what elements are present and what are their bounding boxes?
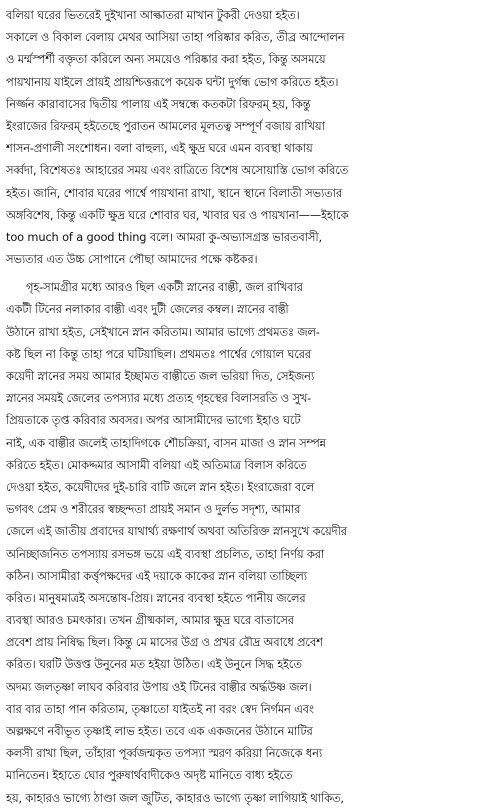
text-line: একটী টিনের নলাকার বাল্তী এবং দুটী জেলের কম্বল। স্নানের বাল্তী xyxy=(6,302,289,317)
text-line: নির্জ্জন কারাবাসের দ্বিতীয় পালায় এই সম্বন্ধে কতকটা রিফরম্ হয়, কিন্তু xyxy=(6,96,311,111)
text-line: দেওয়া হইত, কয়েদীদের দুই-চারি বাটি জলে স্নান হইত। ইংরাজেরা বলে xyxy=(6,479,315,494)
text-line: স্নানের সময়ই জেলের তপস্যার মধ্যে প্রত্যহ গৃহস্থের বিলাসরতি ও সুখ- xyxy=(6,391,312,406)
text-line: শাসন-প্রণালী সংশোধন। বলা বাহুল্য, এই ক্ষুদ্র ঘরে এমন ব্যবস্থা থাকায় xyxy=(6,141,313,156)
text-line: প্রবেশ প্রায় নিষিদ্ধ ছিল। কিন্তু মে মাসের উগ্র ও প্রখর রৌদ্র অবাধে প্রবেশ xyxy=(6,635,323,650)
text-line: বার বার তাহা পান করিতাম, তৃষ্ণাতো যাইতই না বরং স্বেদ নির্গমন এবং xyxy=(6,701,314,716)
text-line: করিতে হইত। মোকদ্দমার আসামী বলিয়া এই অতিমাত্র বিলাস করিতে xyxy=(6,457,307,472)
text-line: সকালে ও বিকাল বেলায় মেথর আসিয়া তাহা পরিষ্কার করিত, তীব্র আন্দোলন xyxy=(6,30,345,45)
text-line: হয়, কাহারও ভাগ্যে ঠাণ্ডা জল জুটিত, কাহারও ভাগ্যে তৃষ্ণা লাগিয়াই থাকিত, xyxy=(6,790,344,805)
text-line: অনিচ্ছাজনিত তপস্যায় রসভঙ্গ ভয়ে এই ব্যবস্থা প্রচলিত, তাহা নির্ণয় করা xyxy=(6,546,325,561)
paragraph-2 xyxy=(6,276,472,809)
text-line: অঙ্গবিশেষ, কিন্তু একটি ক্ষুদ্র ঘরে শোবার ঘর, খাবার ঘর ও পায়খানা——ইহাকে xyxy=(6,207,349,222)
text-line: ও মর্ম্মস্পর্শী বক্তৃতা করিলে অন্য সময়েও পরিষ্কার করা হইত, কিন্তু অসময়ে xyxy=(6,52,326,67)
text-line: গৃহ-সামগ্রীর মধ্যে আরও ছিল একটী স্নানের বাল্তী, জল রাখিবার xyxy=(26,280,303,295)
text-line: কলসী রাখা ছিল, তাঁহারা পূর্ব্বজন্মকৃত তপস্যা স্মরণ করিয়া নিজেকে ধন্য xyxy=(6,746,323,761)
text-line: মানিতেন। ইহাতে ঘোর পুরুষার্থবাদীকেও অদৃষ্ট মানিতে বাধ্য হইতে xyxy=(6,768,293,783)
text-line: সর্ব্বদা, বিশেষতঃ আহারের সময় এবং রাত্রিতে বিশেষ অসোয়াস্তি ভোগ করিতে xyxy=(6,163,349,178)
text-line: প্রিয়তাকে তৃপ্ত করিবার অবসর। অপর আসামীদের ভাগ্যে ইহাও ঘটে xyxy=(6,413,301,428)
text-line: অদম্য জলতৃষ্ণা লাঘব করিবার উপায় ওই টিনের বাল্তীর অর্দ্ধউষ্ণ জল। xyxy=(6,679,312,694)
text-line: সভ্যতার এত উচ্চ সোপানে পৌছা আমাদের পক্ষে কষ্টকর। xyxy=(6,252,258,267)
text-line: ব্যবস্থা আরও চমৎকার। তখন গ্রীষ্মকাল, আমার ক্ষুদ্র ঘরে বাতাসের xyxy=(6,613,294,628)
text-line: বলিয়া ঘরের ভিতরেই দুইখানা আল্কাতরা মাখান টুকরী দেওয়া হইত। xyxy=(6,8,300,22)
text-line: ইংরাজের রিফরম্ হইতেছে পুরাতন আমলের মূলতত্ব সম্পূর্ণ বজায় রাখিয়া xyxy=(6,118,325,133)
text-line: কষ্ট ছিল না কিন্তু তাহা পরে ঘটিয়াছিল। প্রথমতঃ পার্শ্বের গোয়াল ঘরের xyxy=(6,346,312,361)
text-line: too much of a good thing বলে। আমরা কু-অভ্যাসগ্রস্ত ভারতবাসী, xyxy=(6,229,322,244)
text-line: হইত। জানি, শোবার ঘরের পার্শ্বে পায়খানা রাখা, স্থানে স্থানে বিলাতী সভ্যতার xyxy=(6,185,342,200)
text-line: অল্পক্ষণে নবীভূত তৃষ্ণাই লাভ হইত। তবে এক একজনের উঠানে মাটির xyxy=(6,724,313,738)
text-line: জেলে এই জাতীয় প্রবাদের যাথার্থ্য রক্ষণার্থ অথবা অতিরিক্ত স্নানসুখে কয়েদীর xyxy=(6,524,347,539)
paragraph-1 xyxy=(6,4,472,270)
text-line: পায়খানায় যাইলে প্রায়ই প্রায়শ্চিত্তরূপে কয়েক ঘন্টা দুর্গন্ধ ভোগ করিতে হইত। xyxy=(6,74,339,89)
text-line: কঠিন। আসামীরা কর্ত্তৃপক্ষদের এই দয়াকে কাকের স্নান বলিয়া তাচ্ছিল্য xyxy=(6,568,307,583)
text-line: ভগবৎ প্রেম ও শরীরের স্বচ্ছন্দতা প্রায়ই সমান ও দুর্লভ সদৃশ্য, আমার xyxy=(6,502,301,517)
text-line: উঠানে রাখা হইত, সেইখানে স্নান করিতাম। আমার ভাগ্যে প্রথমতঃ জল- xyxy=(6,324,320,339)
text-line: করিত। মানুষমাত্রই অসন্তোষ-প্রিয়। স্নানের ব্যবস্থা হইতে পানীয় জলের xyxy=(6,590,306,605)
text-line: নাই, এক বাল্তীর জলেই তাহাদিগকে শৌচক্রিয়া, বাসন মাজা ও স্নান সম্পন্ন xyxy=(6,435,326,450)
text-line: করিত। ঘরটি উত্তপ্ত উনুনের মত হইয়া উঠিত। এই উনুনে সিদ্ধ হইতে xyxy=(6,657,302,672)
text-line: কয়েদী স্নানের সময় আমার ইচ্ছামত বাল্তীতে জল ভরিয়া দিত, সেইজন্য xyxy=(6,369,315,383)
